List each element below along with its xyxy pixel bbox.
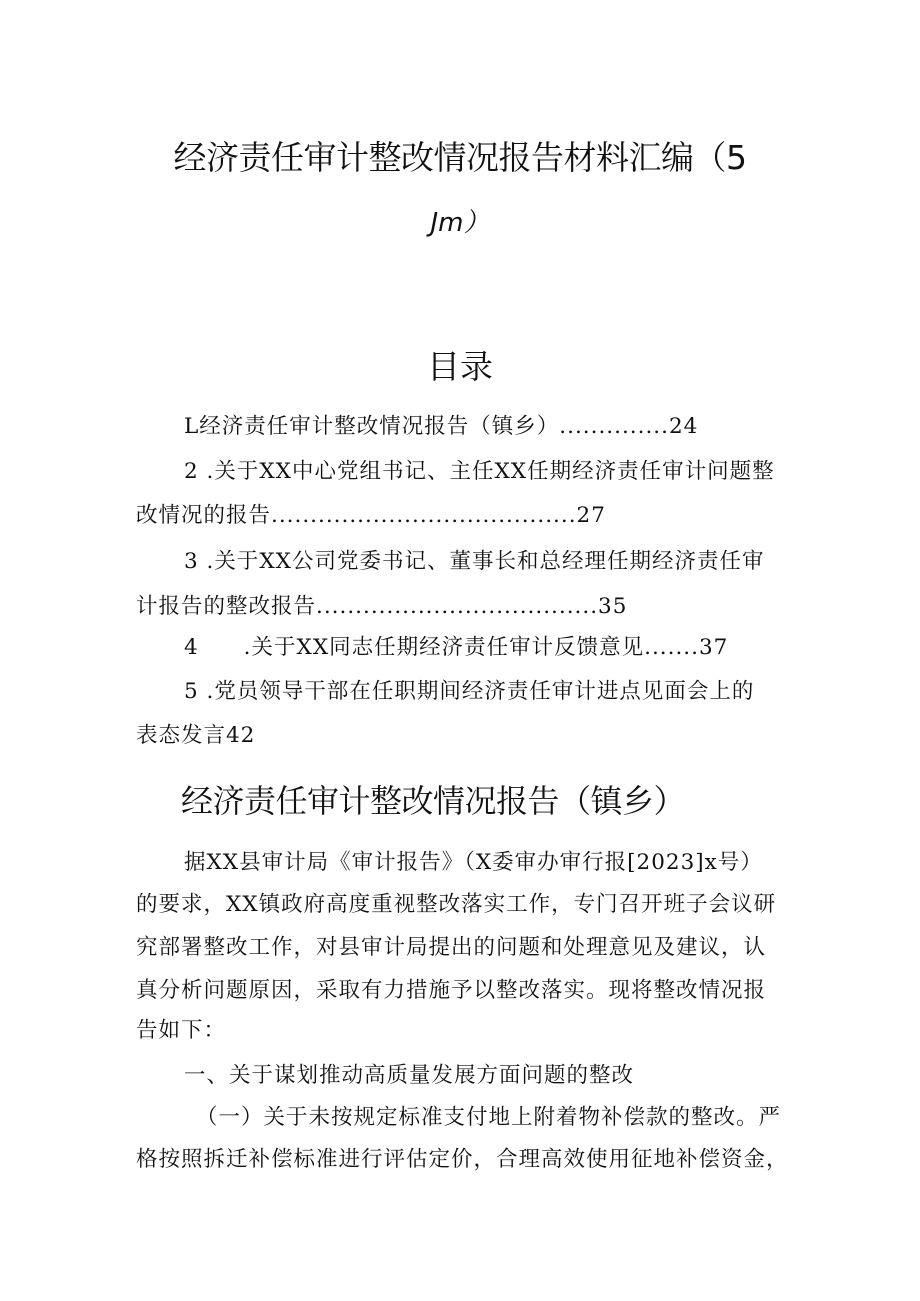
body-line: 的要求，XX镇政府高度重视整改落实工作，专门召开班子会议研: [136, 892, 777, 917]
toc-entry-3-line2[interactable]: 计报告的整改报告....................................35: [136, 594, 628, 619]
subsection-heading: 一、关于谋划推动高质量发展方面问题的整改: [184, 1063, 635, 1088]
toc-entry-2-line1[interactable]: 2 .关于XX中心党组书记、主任XX任期经济责任审计问题整: [184, 459, 775, 484]
document-title-line2: Jm）: [430, 208, 490, 238]
section-title: 经济责任审计整改情况报告（镇乡）: [181, 782, 686, 820]
toc-entry-4[interactable]: 4 .关于XX同志任期经济责任审计反馈意见.......37: [184, 635, 729, 660]
body-line: 真分析问题原因，采取有力措施予以整改落实。现将整改情况报: [136, 978, 767, 1003]
toc-heading: 目录: [427, 347, 493, 386]
body-line: （一）关于未按规定标准支付地上附着物补偿款的整改。严: [196, 1105, 782, 1130]
body-line: 告如下：: [136, 1018, 227, 1043]
toc-entry-2-line2[interactable]: 改情况的报告.......................................27: [136, 503, 606, 528]
toc-entry-5-line2[interactable]: 表态发言42: [136, 723, 256, 748]
toc-entry-3-line1[interactable]: 3 .关于XX公司党委书记、董事长和总经理任期经济责任审: [184, 549, 765, 574]
body-line: 究部署整改工作，对县审计局提出的问题和处理意见及建议，认: [136, 935, 767, 960]
toc-entry-1[interactable]: L经济责任审计整改情况报告（镇乡）..............24: [184, 414, 699, 439]
document-title-line1: 经济责任审计整改情况报告材料汇编（5: [173, 138, 747, 177]
body-line: 格按照拆迁补偿标准进行评估定价，合理高效使用征地补偿资金，: [136, 1147, 789, 1172]
body-line: 据XX县审计局《审计报告》（X委审办审行报[2023]x号）: [184, 850, 763, 875]
toc-entry-5-line1[interactable]: 5 .党员领导干部在任职期间经济责任审计进点见面会上的: [184, 679, 755, 704]
